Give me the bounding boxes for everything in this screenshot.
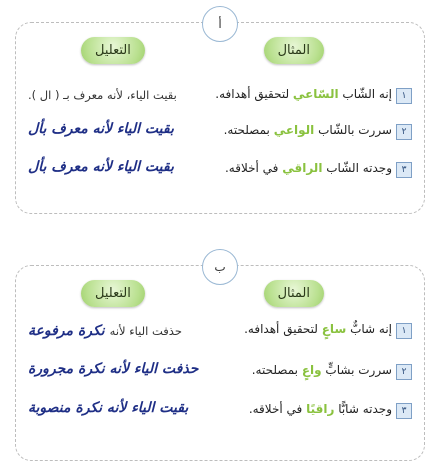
example-row-2 — [16, 361, 424, 385]
example-row-3 — [16, 400, 424, 424]
example-sentence: وجدته الشّاب الراقي في أخلاقه. — [224, 161, 392, 175]
reason-header: التعليل — [81, 280, 145, 307]
reason-handwritten: بقيت الياء لأنه نكرة منصوبة — [28, 400, 189, 416]
reason-handwritten: بقيت الياء لأنه معرف بأل — [28, 121, 174, 137]
row-number: ٣ — [396, 403, 412, 419]
example-sentence: وجدته شابًّا راقيًا في أخلاقه. — [248, 402, 392, 416]
example-sentence: سررت بشابٍّ واعٍ بمصلحته. — [251, 363, 392, 377]
section-b-card — [15, 260, 425, 461]
reason-handwritten: بقيت الياء لأنه معرف بأل — [28, 159, 174, 175]
section-a-badge: أ — [202, 6, 238, 42]
reason-handwritten: حذفت الياء لأنه نكرة مجرورة — [28, 361, 199, 377]
section-a-card — [15, 17, 425, 214]
row-number: ٣ — [396, 162, 412, 178]
reason-text: بقيت الياء، لأنه معرف بـ ( ال ). — [28, 88, 177, 102]
example-sentence: سررت بالشّاب الواعي بمصلحته. — [223, 123, 392, 137]
row-number: ٢ — [396, 364, 412, 380]
example-header: المثال — [264, 280, 324, 307]
row-number: ٢ — [396, 124, 412, 140]
row-number: ١ — [396, 88, 412, 104]
example-row-1 — [16, 320, 424, 344]
section-b-badge: ب — [202, 249, 238, 285]
example-header: المثال — [264, 37, 324, 64]
example-row-1 — [16, 85, 424, 109]
example-row-2 — [16, 121, 424, 145]
example-row-3 — [16, 159, 424, 183]
reason-header: التعليل — [81, 37, 145, 64]
row-number: ١ — [396, 323, 412, 339]
example-sentence: إنه الشّاب السّاعي لتحقيق أهدافه. — [215, 87, 392, 101]
reason-mixed: حذفت الياء لأنه نكرة مرفوعة — [28, 323, 182, 339]
example-sentence: إنه شابٌّ ساعٍ لتحقيق أهدافه. — [244, 322, 392, 336]
